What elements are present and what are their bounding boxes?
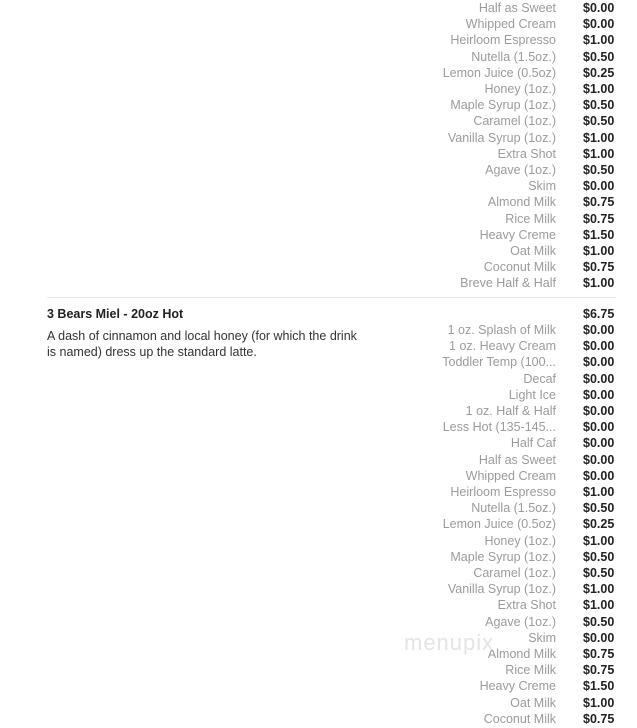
option-price: $1.00 <box>583 485 615 499</box>
option-price: $0.75 <box>583 647 615 661</box>
option-name: Caramel (1oz.) <box>473 566 556 580</box>
option-price: $0.75 <box>583 195 615 210</box>
option-name: Less Hot (135-145... <box>442 420 556 435</box>
option-name: Heirloom Espresso <box>450 485 556 499</box>
option-price: $1.00 <box>583 146 615 161</box>
option-row <box>0 419 637 435</box>
option-price: $0.25 <box>583 517 615 532</box>
option-price: $0.50 <box>583 614 615 629</box>
option-name: Almond Milk <box>487 647 556 661</box>
option-row <box>0 322 637 338</box>
option-name: Oat Milk <box>510 695 556 710</box>
option-price: $0.25 <box>583 65 615 80</box>
option-row <box>0 371 637 387</box>
option-row <box>0 435 637 451</box>
option-name: Caramel (1oz.) <box>473 114 556 129</box>
option-name: Almond Milk <box>487 195 556 210</box>
option-name: Breve Half & Half <box>460 276 556 291</box>
option-name: Coconut Milk <box>483 260 556 275</box>
item-description: A dash of cinnamon and local honey (for which the drink is named) dress up the standard latte. <box>47 329 357 359</box>
option-row <box>0 533 637 549</box>
option-price: $1.00 <box>583 82 615 96</box>
option-name: Half as Sweet <box>478 1 556 15</box>
option-price: $1.50 <box>583 227 615 242</box>
option-row <box>0 662 637 678</box>
option-name: Agave (1oz.) <box>485 614 556 629</box>
item-title: 3 Bears Miel - 20oz Hot <box>47 307 184 321</box>
option-row <box>0 275 637 291</box>
option-price: $0.00 <box>583 452 615 467</box>
option-row <box>0 516 637 532</box>
option-row <box>0 178 637 194</box>
option-row <box>0 16 637 32</box>
option-name: Agave (1oz.) <box>485 163 556 177</box>
option-row <box>0 678 637 694</box>
option-row <box>0 630 637 646</box>
option-name: Lemon Juice (0.5oz) <box>442 65 556 80</box>
option-name: Light Ice <box>508 387 556 402</box>
option-price: $0.50 <box>583 549 615 564</box>
option-name: Heavy Creme <box>479 227 556 242</box>
option-row <box>0 500 637 516</box>
option-row <box>0 227 637 243</box>
option-price: $0.00 <box>583 404 615 418</box>
option-row <box>0 65 637 81</box>
watermark: menupix <box>404 630 495 655</box>
option-row <box>0 81 637 97</box>
option-price: $0.75 <box>583 211 615 226</box>
option-name: Honey (1oz.) <box>484 533 556 548</box>
option-row <box>0 211 637 227</box>
option-price: $1.00 <box>583 244 615 258</box>
option-price: $0.00 <box>583 323 615 337</box>
option-price: $0.50 <box>583 501 615 516</box>
option-name: Rice Milk <box>505 211 556 226</box>
option-row <box>0 97 637 113</box>
option-row <box>0 0 637 16</box>
option-row <box>0 695 637 711</box>
option-name: 1 oz. Heavy Cream <box>449 339 556 354</box>
option-name: Nutella (1.5oz.) <box>471 49 556 64</box>
option-price: $0.50 <box>583 566 615 580</box>
option-row <box>0 711 637 727</box>
option-row <box>0 130 637 146</box>
option-row <box>0 243 637 259</box>
option-name: Decaf <box>523 371 556 386</box>
option-price: $0.00 <box>583 355 615 370</box>
option-row <box>0 614 637 630</box>
option-name: Rice Milk <box>505 663 556 678</box>
option-name: 1 oz. Half & Half <box>465 404 556 418</box>
option-price: $0.75 <box>583 711 615 726</box>
option-row <box>0 387 637 403</box>
option-name: Skim <box>528 179 556 194</box>
option-name: Maple Syrup (1oz.) <box>450 98 556 113</box>
item-divider <box>47 297 616 298</box>
option-row <box>0 354 637 370</box>
item-price: $6.75 <box>583 307 615 321</box>
option-price: $0.00 <box>583 371 615 386</box>
option-name: Maple Syrup (1oz.) <box>450 549 556 564</box>
option-name: Extra Shot <box>497 598 556 613</box>
option-row <box>0 146 637 162</box>
option-name: Oat Milk <box>510 244 556 258</box>
option-row <box>0 484 637 500</box>
option-name: Nutella (1.5oz.) <box>471 501 556 516</box>
option-price: $0.00 <box>583 17 615 32</box>
option-row <box>0 581 637 597</box>
option-price: $0.00 <box>583 420 615 435</box>
option-row <box>0 565 637 581</box>
option-row <box>0 162 637 178</box>
option-price: $0.75 <box>583 663 615 678</box>
option-price: $1.50 <box>583 679 615 694</box>
option-name: Vanilla Syrup (1oz.) <box>447 130 556 145</box>
option-price: $1.00 <box>583 695 615 710</box>
option-name: Lemon Juice (0.5oz) <box>442 517 556 532</box>
option-name: Toddler Temp (100... <box>442 355 556 370</box>
option-price: $0.50 <box>583 163 615 177</box>
option-price: $0.00 <box>583 179 615 194</box>
option-row <box>0 646 637 662</box>
option-price: $0.00 <box>583 436 615 451</box>
option-name: Whipped Cream <box>465 468 556 483</box>
option-price: $0.50 <box>583 98 615 113</box>
option-price: $1.00 <box>583 533 615 548</box>
option-row <box>0 468 637 484</box>
option-row <box>0 403 637 419</box>
option-row <box>0 597 637 613</box>
option-name: Whipped Cream <box>465 17 556 32</box>
option-price: $1.00 <box>583 276 615 291</box>
option-price: $0.75 <box>583 260 615 275</box>
option-name: Vanilla Syrup (1oz.) <box>447 582 556 597</box>
option-row <box>0 49 637 65</box>
option-row <box>0 452 637 468</box>
option-name: 1 oz. Splash of Milk <box>447 323 556 337</box>
option-price: $1.00 <box>583 33 615 48</box>
option-row <box>0 338 637 354</box>
option-price: $0.00 <box>583 339 615 354</box>
option-price: $0.00 <box>583 387 615 402</box>
option-row <box>0 113 637 129</box>
option-name: Half as Sweet <box>478 452 556 467</box>
option-name: Skim <box>528 630 556 645</box>
option-name: Heavy Creme <box>479 679 556 694</box>
option-row <box>0 549 637 565</box>
option-price: $0.00 <box>583 468 615 483</box>
option-name: Coconut Milk <box>483 711 556 726</box>
option-price: $0.00 <box>583 1 615 15</box>
option-price: $0.00 <box>583 630 615 645</box>
option-price: $0.50 <box>583 49 615 64</box>
option-price: $0.50 <box>583 114 615 129</box>
option-price: $1.00 <box>583 582 615 597</box>
option-price: $1.00 <box>583 598 615 613</box>
option-name: Half Caf <box>510 436 556 451</box>
option-price: $1.00 <box>583 130 615 145</box>
option-name: Honey (1oz.) <box>484 82 556 96</box>
option-row <box>0 32 637 48</box>
option-name: Extra Shot <box>497 146 556 161</box>
option-name: Heirloom Espresso <box>450 33 556 48</box>
option-row <box>0 259 637 275</box>
option-row <box>0 194 637 210</box>
